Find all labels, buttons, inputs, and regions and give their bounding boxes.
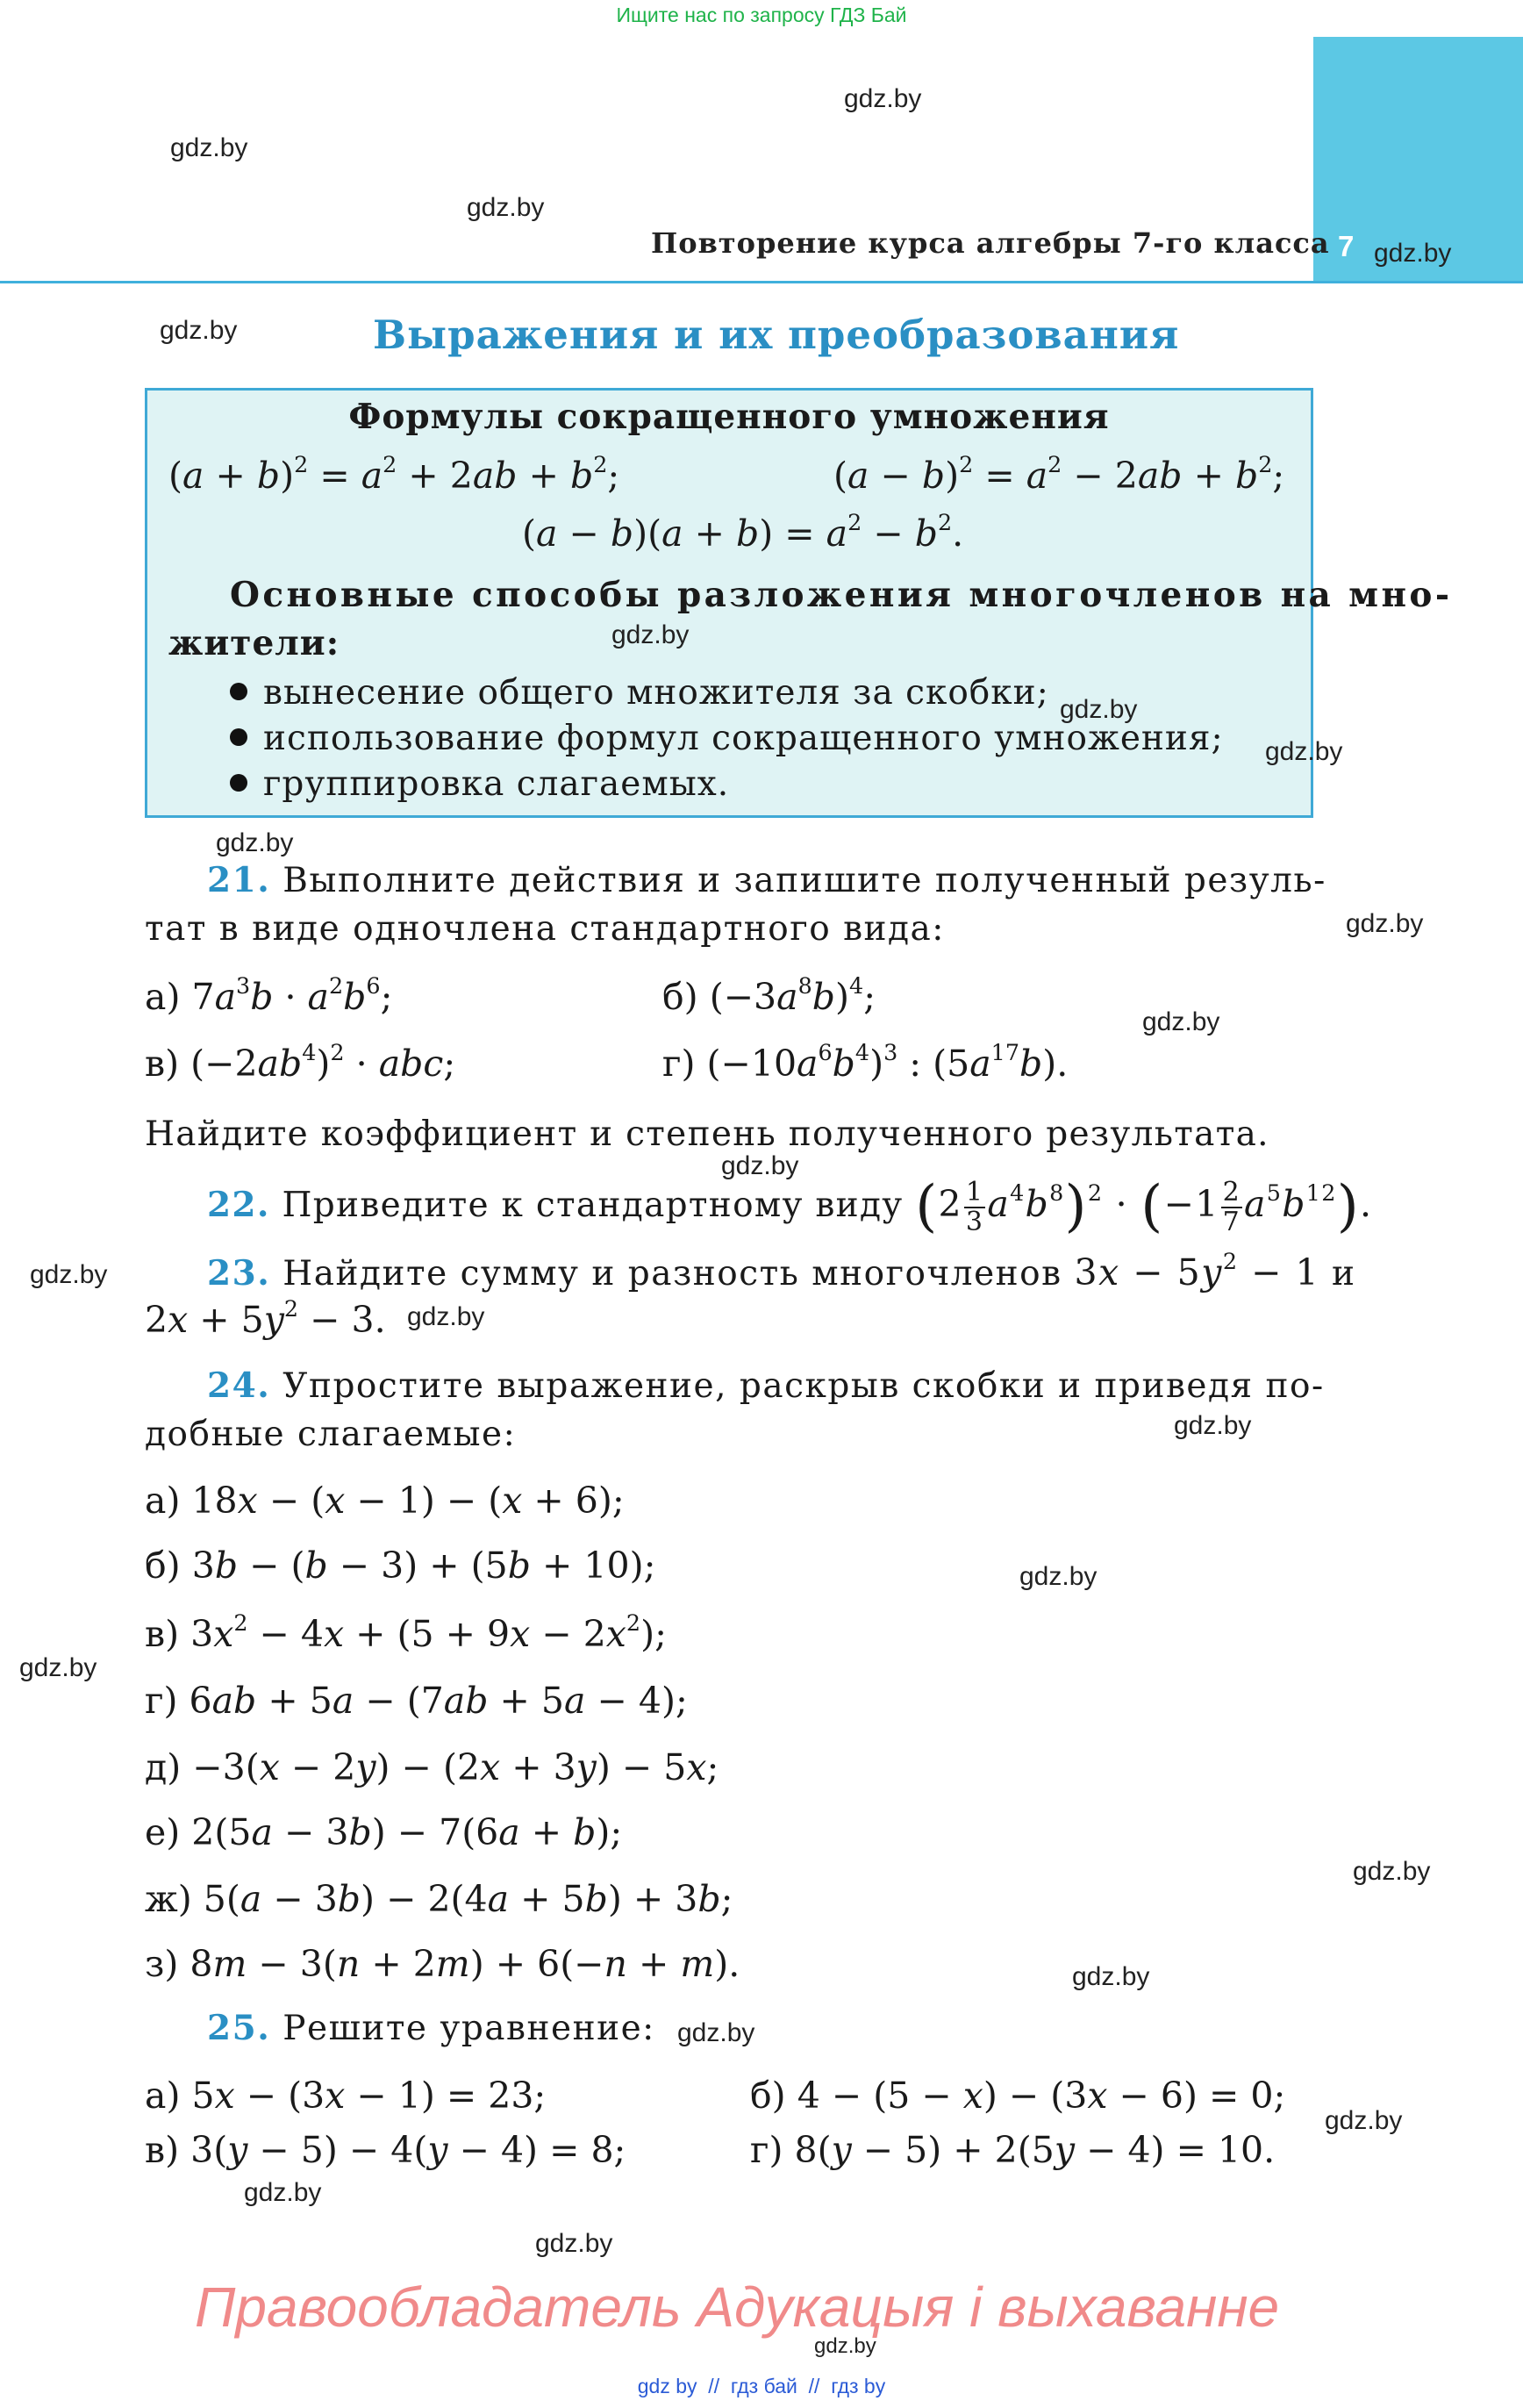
factoring-methods-title-2: жители:: [168, 623, 340, 663]
page-number: 7: [1338, 230, 1355, 262]
watermark: gdz.by: [160, 316, 238, 345]
task-21-line-1: 21. Выполните действия и запишите полученный резуль-: [207, 860, 1326, 900]
task-24-line-2: добные слагаемые:: [145, 1415, 517, 1454]
task-24-a: а) 18x − (x − 1) − (x + 6);: [145, 1480, 625, 1522]
bullet-item: группировка слагаемых.: [230, 764, 729, 804]
bullet-dot: [230, 683, 247, 700]
task-24-line-1: 24. Упростите выражение, раскрыв скобки и приведя по-: [207, 1365, 1325, 1406]
formula-box-title: Формулы сокращенного умножения: [348, 397, 1110, 437]
watermark: gdz.by: [1325, 2106, 1403, 2135]
watermark: gdz.by: [721, 1151, 799, 1180]
watermark: gdz.by: [1142, 1007, 1220, 1036]
task-23-line-2: $2x + 5y^2 - 3$.: [145, 1295, 386, 1341]
watermark: gdz.by: [535, 2229, 613, 2258]
task-24-v: в) $3x^2 - 4x + (5 + 9x - 2x^2)$;: [145, 1609, 667, 1655]
task-24-e: е) 2(5a − 3b) − 7(6a + b);: [145, 1811, 623, 1853]
task-21-line-2: тат в виде одночлена стандартного вида:: [145, 909, 945, 949]
task-21-b: б) $(-3a^8b)^4$;: [662, 972, 876, 1018]
section-title: Повторение курса алгебры 7-го класса: [651, 226, 1330, 260]
watermark: gdz.by: [1265, 737, 1343, 766]
formula-diff-squares: $(a - b)(a + b) = a^2 - b^2$.: [522, 509, 964, 555]
task-25-b: б) 4 − (5 − x) − (3x − 6) = 0;: [750, 2075, 1286, 2117]
watermark: gdz.by: [1060, 695, 1138, 724]
watermark: gdz.by: [1072, 1962, 1150, 1991]
task-23-line-1: 23. Найдите сумму и разность многочленов $3x - 5y^2 - 1$ и: [207, 1248, 1356, 1294]
task-21-after: Найдите коэффициент и степень полученного результата.: [145, 1114, 1269, 1154]
task-21-v: в) $(-2ab^4)^2$ · abc;: [145, 1039, 456, 1085]
watermark: gdz.by: [1374, 239, 1452, 268]
watermark: gdz.by: [407, 1302, 485, 1331]
section-heading: Выражения и их преобразования: [373, 312, 1180, 358]
bullet-dot: [230, 774, 247, 792]
watermark: gdz.by: [467, 193, 545, 222]
task-25-g: г) 8(y − 5) + 2(5y − 4) = 10.: [750, 2129, 1276, 2171]
header-rule: [0, 281, 1523, 283]
footer-links[interactable]: gdz by // гдз бай // гдз by: [637, 2375, 886, 2397]
watermark: gdz.by: [1019, 1562, 1098, 1591]
task-24-g: г) 6ab + 5a − (7ab + 5a − 4);: [145, 1680, 688, 1722]
factoring-methods-title-1: Основные способы разложения многочленов на мно-: [230, 575, 1453, 615]
watermark: gdz.by: [30, 1260, 108, 1289]
watermark: gdz.by: [244, 2178, 322, 2207]
task-24-b: б) 3b − (b − 3) + (5b + 10);: [145, 1544, 656, 1587]
watermark: gdz.by: [1353, 1857, 1431, 1886]
task-22: 22. Приведите к стандартному виду (2 $\frac{1}{3}$ $a^4b^8)^2 \cdot (-1$ $\frac{2}{7}$ $a^5b^{12}$).: [207, 1174, 1373, 1239]
watermark: gdz.by: [1346, 909, 1424, 938]
task-25-a: а) 5x − (3x − 1) = 23;: [145, 2075, 547, 2117]
watermark: gdz.by: [677, 2018, 755, 2047]
task-21-a: а) $7a^3b \cdot a^2b^6$;: [145, 972, 393, 1018]
watermark: gdz.by: [611, 620, 690, 649]
task-21-g: г) $(-10a^6b^4)^3$ : $(5a^{17}b)$.: [662, 1039, 1069, 1085]
task-25-v: в) 3(y − 5) − 4(y − 4) = 8;: [145, 2129, 626, 2171]
task-24-z: з) 8m − 3(n + 2m) + 6(−n + m).: [145, 1943, 740, 1985]
formula-square-sum: $(a + b)^2 = a^2 + 2ab + b^2$;: [168, 451, 620, 497]
top-banner: Ищите нас по запросу ГДЗ Бай: [616, 4, 907, 26]
watermark: gdz.by: [814, 2334, 876, 2358]
copyright-notice: Правообладатель Адукацыя і выхаванне: [195, 2275, 1280, 2339]
formula-square-diff: $(a - b)^2 = a^2 - 2ab + b^2$;: [833, 451, 1285, 497]
bullet-item: использование формул сокращенного умножения;: [230, 719, 1224, 758]
bullet-dot: [230, 728, 247, 746]
task-24-zh: ж) 5(a − 3b) − 2(4a + 5b) + 3b;: [145, 1878, 733, 1920]
watermark: gdz.by: [1174, 1411, 1252, 1440]
watermark: gdz.by: [844, 84, 922, 113]
watermark: gdz.by: [170, 133, 248, 162]
task-24-d: д) −3(x − 2y) − (2x + 3y) − 5x;: [145, 1746, 719, 1788]
task-25: 25. Решите уравнение:: [207, 2008, 655, 2048]
bullet-item: вынесение общего множителя за скобки;: [230, 673, 1049, 713]
watermark: gdz.by: [216, 828, 294, 857]
watermark: gdz.by: [19, 1653, 97, 1682]
